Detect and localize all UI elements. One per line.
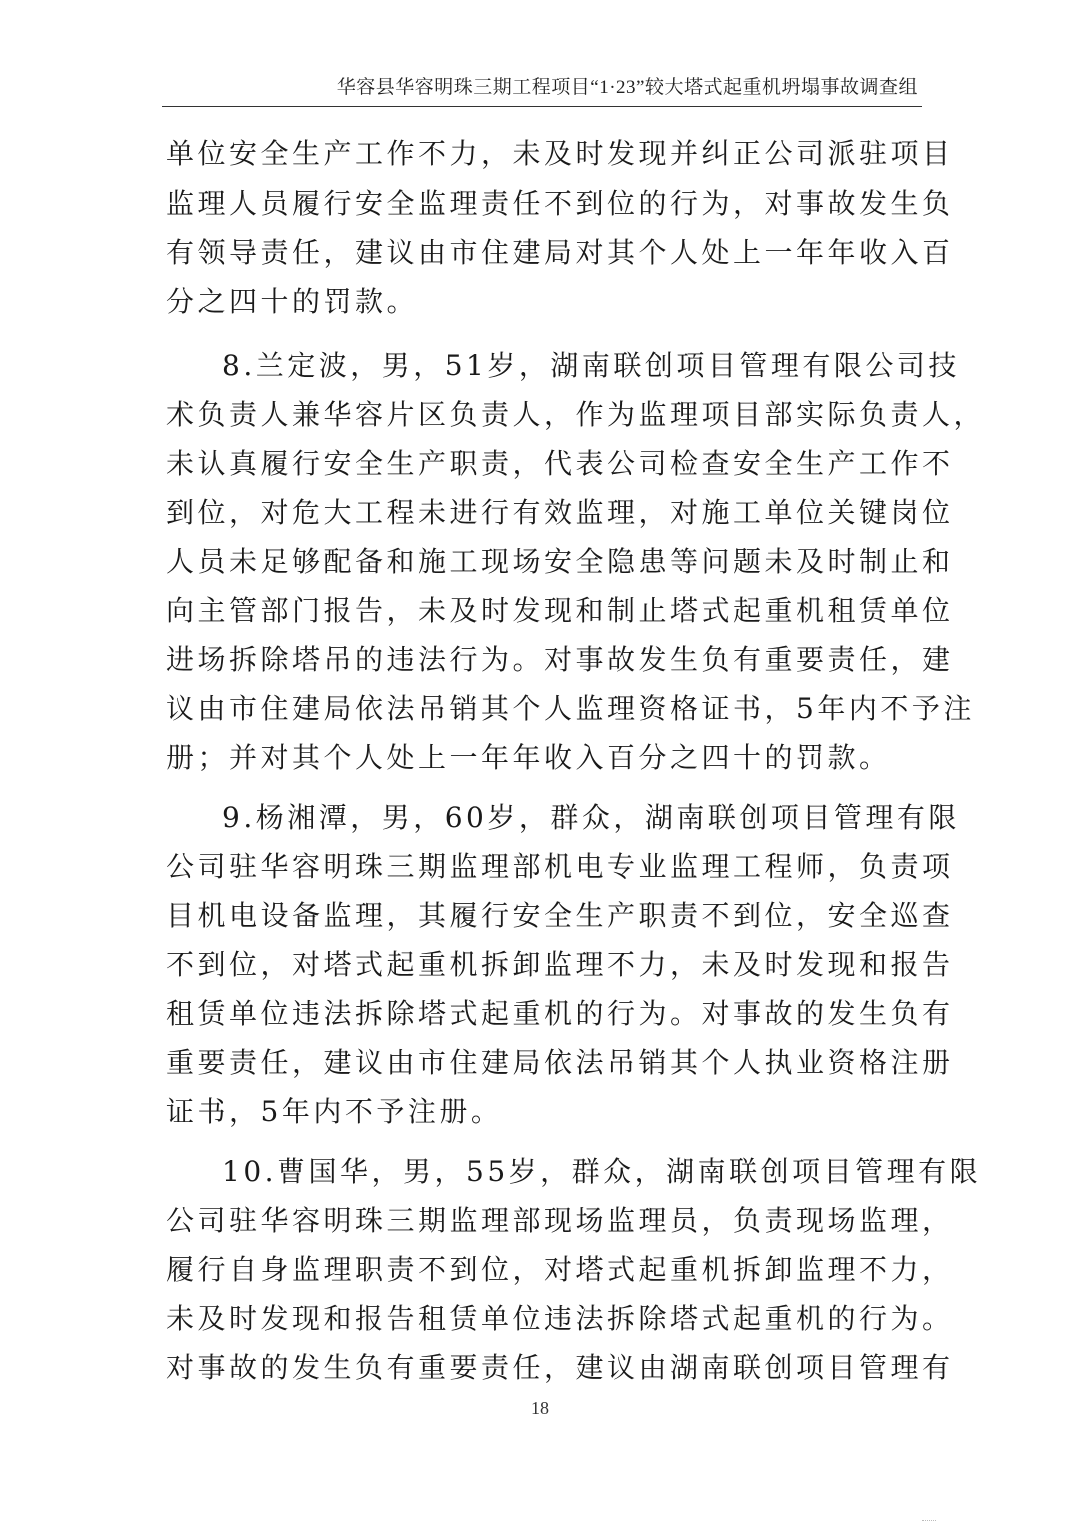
- paragraph-9-start: 9.杨湘潭，男，60岁，群众，湖南联创项目管理有限: [222, 801, 960, 834]
- body-line: 人员未足够配备和施工现场安全隐患等问题未及时制止和: [166, 545, 954, 578]
- body-line: 不到位，对塔式起重机拆卸监理不力，未及时发现和报告: [166, 948, 954, 981]
- body-line: 监理人员履行安全监理责任不到位的行为，对事故发生负: [166, 187, 954, 220]
- body-line: 目机电设备监理，其履行安全生产职责不到位，安全巡查: [166, 899, 954, 932]
- body-line: 租赁单位违法拆除塔式起重机的行为。对事故的发生负有: [166, 997, 954, 1030]
- paragraph-10-start: 10.曹国华，男，55岁，群众，湖南联创项目管理有限: [222, 1155, 982, 1188]
- body-line: 单位安全生产工作不力，未及时发现并纠正公司派驻项目: [166, 137, 954, 170]
- body-line: 进场拆除塔吊的违法行为。对事故发生负有重要责任，建: [166, 643, 954, 676]
- body-line: 未及时发现和报告租赁单位违法拆除塔式起重机的行为。: [166, 1302, 954, 1335]
- body-line: 册；并对其个人处上一年年收入百分之四十的罚款。: [166, 741, 891, 774]
- body-line: 议由市住建局依法吊销其个人监理资格证书，5年内不予注: [166, 692, 975, 725]
- body-line: 公司驻华容明珠三期监理部现场监理员，负责现场监理，: [166, 1204, 954, 1237]
- body-line: 有领导责任，建议由市住建局对其个人处上一年年收入百: [166, 236, 954, 269]
- body-line: 重要责任，建议由市住建局依法吊销其个人执业资格注册: [166, 1046, 954, 1079]
- body-line: 到位，对危大工程未进行有效监理，对施工单位关键岗位: [166, 496, 954, 529]
- header-divider: [162, 106, 922, 107]
- body-line: 对事故的发生负有重要责任，建议由湖南联创项目管理有: [166, 1351, 954, 1384]
- body-line: 公司驻华容明珠三期监理部机电专业监理工程师，负责项: [166, 850, 954, 883]
- body-line: 向主管部门报告，未及时发现和制止塔式起重机租赁单位: [166, 594, 954, 627]
- paragraph-8-start: 8.兰定波，男，51岁，湖南联创项目管理有限公司技: [222, 349, 960, 382]
- body-line: 未认真履行安全生产职责，代表公司检查安全生产工作不: [166, 447, 954, 480]
- page-header-title: 华容县华容明珠三期工程项目“1·23”较大塔式起重机坍塌事故调查组: [336, 77, 918, 98]
- body-line: 证书，5年内不予注册。: [166, 1095, 503, 1128]
- page-number: 18: [531, 1398, 549, 1418]
- body-line: 分之四十的罚款。: [166, 285, 419, 318]
- body-line: 履行自身监理职责不到位，对塔式起重机拆卸监理不力，: [166, 1253, 954, 1286]
- scan-mark: [922, 1520, 936, 1526]
- body-line: 术负责人兼华容片区负责人，作为监理项目部实际负责人，: [166, 398, 986, 431]
